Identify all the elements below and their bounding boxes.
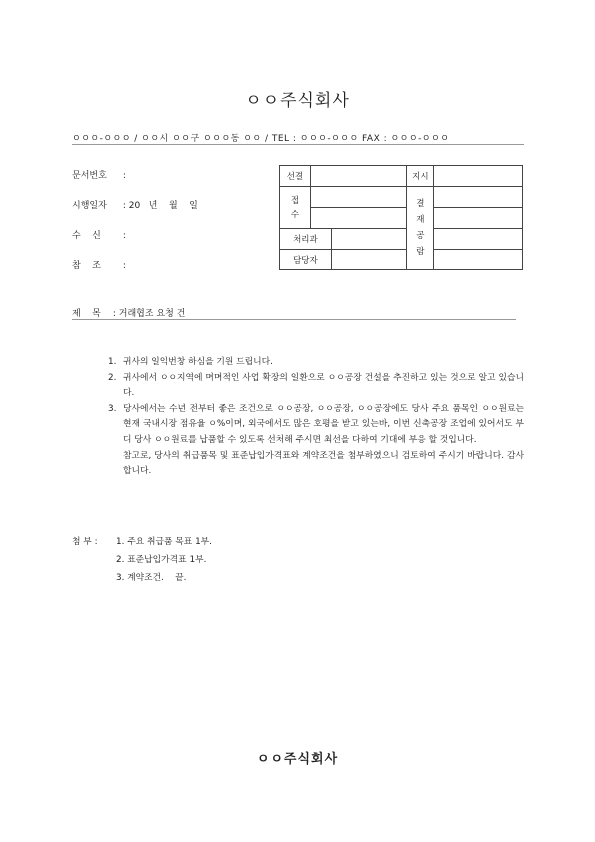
item-number: 1. [108, 357, 117, 367]
approval-table [279, 165, 523, 270]
seongyeol-cell [310, 166, 407, 187]
gyeoljae-char-3: 공 [416, 231, 425, 241]
jeopsu-char-1: 접 [290, 195, 300, 206]
reference-field: 참 조 : [72, 258, 126, 271]
item-number: 3. [108, 403, 117, 414]
gyeoljae-cell-4 [434, 250, 523, 270]
recipient-label: 수 신 [72, 231, 101, 241]
item-text: 귀사에서 ㅇㅇ지역에 며며적인 사업 확장의 일환으로 ㅇㅇ공장 건설을 추진하고 있는 것으로 알고 있습니다. [123, 372, 524, 399]
footer-company: ㅇㅇ주식회사 [256, 752, 339, 767]
date-value: 20 년 월 일 [128, 201, 198, 211]
jeopsu-char-2: 수 [290, 209, 300, 220]
doc-number-label: 문서번호 [72, 171, 107, 181]
date-label: 시행일자 [72, 201, 107, 211]
attachment-row [72, 533, 212, 551]
gyeoljae-char-4: 람 [416, 247, 425, 257]
body-text [108, 355, 524, 480]
attachment-item: 2. 표준납입가격표 1부. [116, 555, 207, 565]
reference-label: 참 조 [72, 261, 101, 271]
list-item [108, 355, 524, 371]
address-line: ㅇㅇㅇ-ㅇㅇㅇ / ㅇㅇ시 ㅇㅇ구 ㅇㅇㅇ동 ㅇㅇ / TEL : ㅇㅇㅇ-ㅇㅇㅇ FAX : ㅇㅇㅇ-ㅇㅇㅇ [72, 134, 450, 144]
jeopsu-cell-1 [310, 187, 407, 208]
header-divider [72, 144, 524, 145]
cheorigwa-cell [331, 229, 407, 250]
gyeoljae-char-2: 재 [416, 215, 425, 225]
cheorigwa-label: 처리과 [280, 229, 332, 250]
body-list [108, 355, 524, 449]
seongyeol-label: 선결 [280, 166, 311, 187]
gyeoljae-cell-2 [434, 208, 523, 229]
attachment-item: 3. 계약조건. 끝. [116, 573, 187, 583]
subject-value: 거래협조 요청 건 [118, 309, 186, 319]
gyeoljae-label [407, 187, 434, 270]
damdangja-label: 담당자 [280, 250, 332, 270]
list-item [108, 402, 524, 449]
item-text: 당사에서는 수년 전부터 좋은 조건으로 ㅇㅇ공장, ㅇㅇ공장, ㅇㅇ공장에도 당사 주요 품목인 ㅇㅇ원료는 현재 국내시장 점유율 ㅇ%이며, 외국에서도 많은 호평을 받고 있는바, 이번 신축공장 조업에 있어서도 부디 당사 ㅇㅇ원료를 납품할 수 있도록 선처해 주시면 최선을 다하여 기대에 부응 할 것입니다. [123, 403, 524, 445]
jeopsu-cell-2 [310, 208, 407, 229]
attachments [72, 533, 212, 587]
jisi-cell [434, 166, 523, 187]
item-text: 귀사의 일익번창 하심을 기원 드립니다. [123, 357, 273, 367]
subject-label: 제 목 [72, 309, 101, 319]
subject-divider [72, 319, 516, 320]
jeopsu-label [280, 187, 311, 229]
damdangja-cell [331, 250, 407, 270]
gyeoljae-cell-3 [434, 229, 523, 250]
attachment-item: 1. 주요 취급품 목표 1부. [116, 537, 212, 547]
closing-paragraph: 참고로, 당사의 취급품목 및 표준납입가격표와 계약조건을 첨부하였으니 검토하여 주시기 바랍니다. 감사합니다. [123, 450, 524, 477]
company-title: ㅇㅇ주식회사 [245, 91, 350, 111]
attachment-row [72, 551, 212, 569]
doc-number-field: 문서번호 : [72, 168, 126, 181]
list-item [108, 371, 524, 402]
recipient-field: 수 신 : [72, 228, 126, 241]
gyeoljae-char-1: 결 [416, 199, 425, 209]
attachment-row [72, 569, 212, 587]
date-field: 시행일자 : 20 년 월 일 [72, 198, 198, 211]
jisi-label: 지시 [407, 166, 434, 187]
item-number: 2. [108, 372, 117, 383]
attachments-label: 첨 부 : [72, 537, 98, 547]
subject-line: 제 목 : 거래협조 요청 건 [72, 306, 185, 319]
gyeoljae-cell-1 [434, 187, 523, 208]
